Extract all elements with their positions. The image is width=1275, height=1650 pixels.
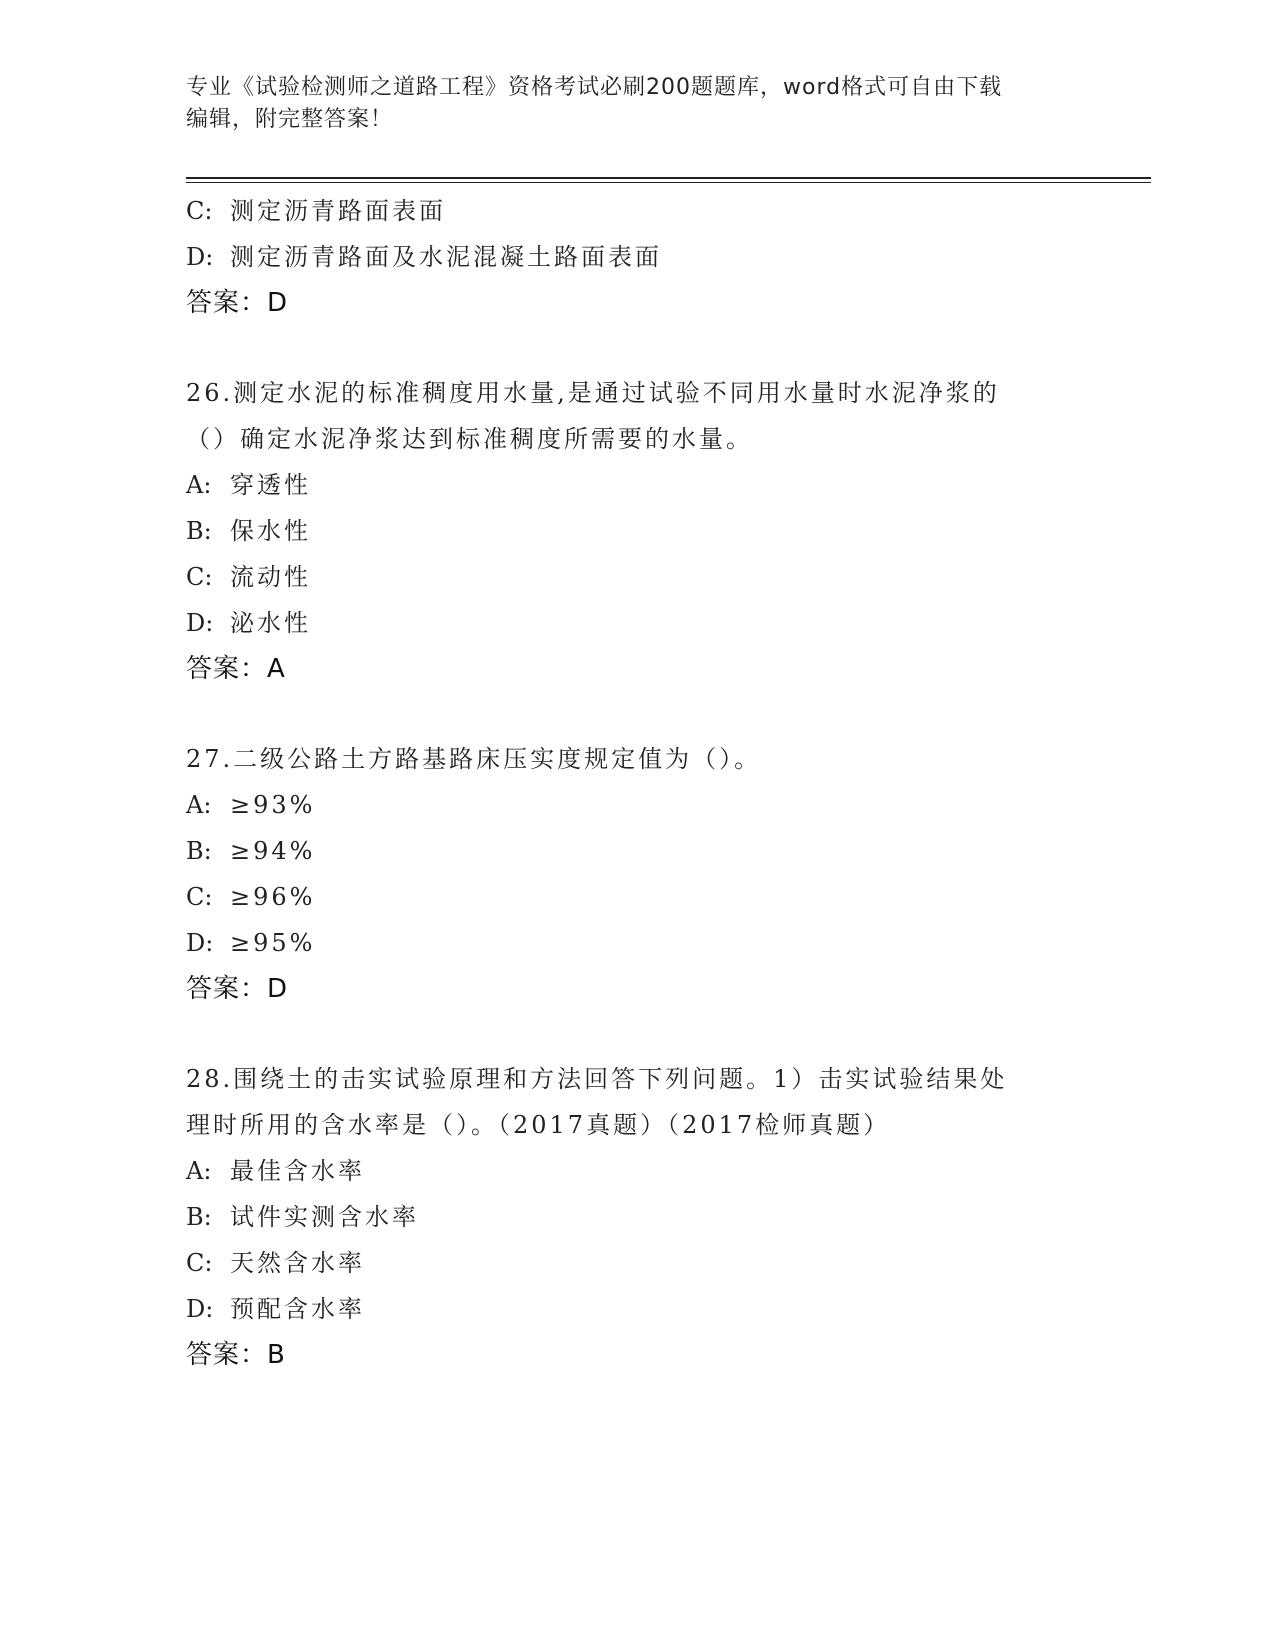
- option-text: 保水性: [230, 517, 311, 545]
- option-b: [186, 508, 1086, 554]
- option-letter: D:: [186, 1295, 214, 1323]
- option-c: [186, 1240, 1086, 1286]
- option-c: [186, 188, 1086, 234]
- option-text: ≥94%: [230, 837, 316, 865]
- answer: 答案：D: [186, 974, 289, 1004]
- question-text-line-1: 28.围绕土的击实试验原理和方法回答下列问题。1）击实试验结果处: [186, 1065, 1008, 1093]
- option-letter: A:: [186, 791, 212, 819]
- question-26: [186, 370, 1086, 692]
- question-28: [186, 1056, 1086, 1378]
- document-header: [186, 72, 1066, 136]
- option-text: 流动性: [230, 563, 311, 591]
- header-title-line-2: 编辑，附完整答案！: [186, 107, 394, 132]
- option-letter: C:: [186, 1249, 213, 1277]
- question-25-tail: [186, 188, 1086, 326]
- option-letter: C:: [186, 883, 213, 911]
- option-d: [186, 600, 1086, 646]
- option-text: 天然含水率: [230, 1249, 365, 1277]
- option-letter: B:: [186, 837, 212, 865]
- option-text: ≥96%: [230, 883, 316, 911]
- question-text-line-1: 26.测定水泥的标准稠度用水量,是通过试验不同用水量时水泥净浆的: [186, 379, 1000, 407]
- question-text-line-1: 27.二级公路土方路基路床压实度规定值为（）。: [186, 745, 762, 773]
- answer: 答案：D: [186, 288, 289, 318]
- header-divider-thin: [186, 182, 1151, 183]
- option-letter: B:: [186, 1203, 212, 1231]
- question-list: [186, 188, 1086, 1378]
- option-text: 泌水性: [230, 609, 311, 637]
- option-letter: C:: [186, 563, 213, 591]
- option-text: 测定沥青路面表面: [230, 197, 446, 225]
- option-text: 试件实测含水率: [230, 1203, 419, 1231]
- option-d: [186, 920, 1086, 966]
- option-b: [186, 828, 1086, 874]
- option-letter: B:: [186, 517, 212, 545]
- question-text-line-2: 理时所用的含水率是（）。（2017真题）（2017检师真题）: [186, 1111, 891, 1139]
- option-c: [186, 874, 1086, 920]
- option-a: [186, 462, 1086, 508]
- option-letter: A:: [186, 471, 212, 499]
- option-b: [186, 1194, 1086, 1240]
- option-letter: D:: [186, 609, 214, 637]
- option-a: [186, 782, 1086, 828]
- option-text: ≥93%: [230, 791, 316, 819]
- answer: 答案：B: [186, 1340, 286, 1370]
- question-27: [186, 736, 1086, 1012]
- option-c: [186, 554, 1086, 600]
- option-text: 测定沥青路面及水泥混凝土路面表面: [230, 243, 662, 271]
- option-letter: C:: [186, 197, 213, 225]
- option-a: [186, 1148, 1086, 1194]
- header-title-line-1: 专业《试验检测师之道路工程》资格考试必刷200题题库，word格式可自由下载: [186, 75, 1003, 100]
- option-text: ≥95%: [230, 929, 316, 957]
- option-text: 最佳含水率: [230, 1157, 365, 1185]
- option-text: 穿透性: [230, 471, 311, 499]
- header-divider-thick: [186, 177, 1151, 179]
- question-text-line-2: （）确定水泥净浆达到标准稠度所需要的水量。: [186, 425, 753, 453]
- option-d: [186, 234, 1086, 280]
- option-letter: D:: [186, 243, 214, 271]
- option-text: 预配含水率: [230, 1295, 365, 1323]
- option-letter: A:: [186, 1157, 212, 1185]
- answer: 答案：A: [186, 654, 286, 684]
- option-letter: D:: [186, 929, 214, 957]
- option-d: [186, 1286, 1086, 1332]
